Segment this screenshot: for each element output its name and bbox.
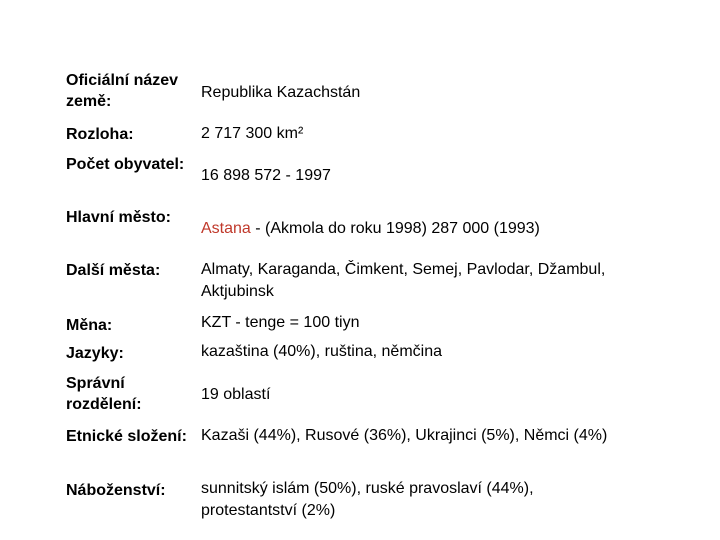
value-official-name: Republika Kazachstán (201, 84, 361, 101)
label-official-name: Oficiální název země: (66, 72, 179, 110)
value-ethnic-composition: Kazaši (44%), Rusové (36%), Ukrajinci (5%), Němci (4%) (201, 427, 608, 444)
value-other-cities: Almaty, Karaganda, Čimkent, Semej, Pavlodar, Džambul, Aktjubinsk (201, 261, 606, 300)
label-currency: Měna: (66, 317, 113, 334)
value-area: 2 717 300 km² (201, 125, 304, 142)
label-other-cities: Další města: (66, 262, 161, 279)
value-languages: kazaština (40%), ruština, němčina (201, 343, 442, 360)
value-administrative-division: 19 oblastí (201, 386, 271, 403)
label-religion: Náboženství: (66, 482, 166, 499)
capital-link[interactable]: Astana (201, 220, 251, 237)
value-capital (201, 218, 681, 240)
capital-details: - (Akmola do roku 1998) 287 000 (1993) (250, 220, 540, 237)
label-capital: Hlavní město: (66, 209, 171, 226)
label-languages: Jazyky: (66, 345, 124, 362)
label-ethnic-composition: Etnické složení: (66, 428, 187, 445)
label-area: Rozloha: (66, 126, 134, 143)
value-population: 16 898 572 - 1997 (201, 167, 331, 184)
value-currency: KZT - tenge = 100 tiyn (201, 314, 360, 331)
value-religion: sunnitský islám (50%), ruské pravoslaví (44%), protestantství (2%) (201, 480, 534, 519)
label-population: Počet obyvatel: (66, 156, 185, 173)
label-administrative-division: Správní rozdělení: (66, 375, 142, 413)
